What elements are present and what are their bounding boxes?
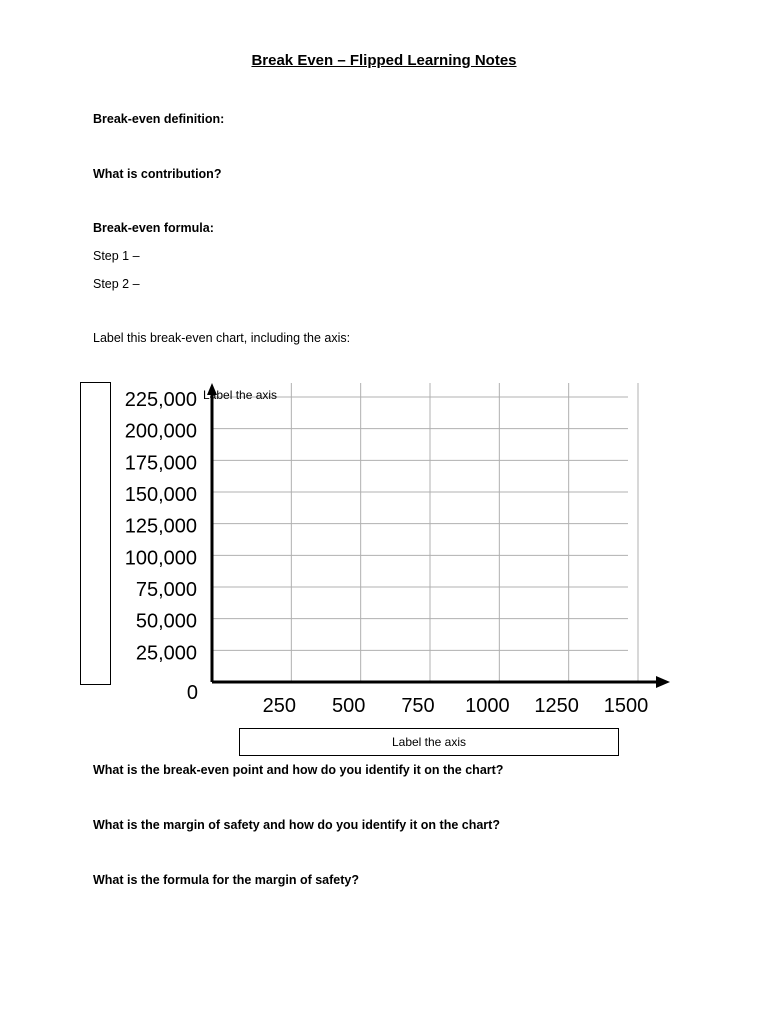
x-tick-label: 750 (401, 695, 435, 717)
y-tick-label: 150,000 (124, 484, 197, 506)
page-title: Break Even – Flipped Learning Notes (251, 52, 517, 69)
contribution-question: What is contribution? (93, 167, 222, 181)
y-tick-label: 225,000 (124, 389, 197, 411)
y-tick-label: 50,000 (135, 610, 197, 633)
y-tick-label: 25,000 (135, 642, 197, 665)
x-tick-label: 1250 (534, 695, 579, 717)
x-axis-label-text: Label the axis (391, 735, 467, 749)
x-tick-label: 250 (262, 695, 297, 717)
x-tick-label: 1000 (465, 695, 510, 717)
y-tick-label: 75,000 (135, 579, 197, 601)
step-1-label: Step 1 – (93, 249, 140, 263)
break-even-definition-label: Break-even definition: (93, 112, 225, 126)
margin-of-safety-question: What is the margin of safety and how do you identify it on the chart? (93, 818, 500, 832)
y-axis-label-text: Label the axis (203, 388, 278, 402)
x-axis-arrow (656, 676, 670, 688)
break-even-point-question: What is the break-even point and how do you identify it on the chart? (93, 763, 504, 777)
break-even-formula-label: Break-even formula: (93, 221, 214, 235)
margin-of-safety-formula-question: What is the formula for the margin of safety? (93, 873, 359, 887)
y-tick-label: 0 (186, 682, 198, 704)
y-tick-label: 125,000 (124, 515, 197, 538)
x-tick-label: 1500 (603, 695, 649, 717)
y-tick-label: 100,000 (124, 547, 197, 570)
x-axis-label-box[interactable] (239, 728, 619, 756)
x-tick-label: 500 (331, 695, 366, 717)
y-tick-label: 175,000 (124, 452, 197, 475)
y-tick-label: 200,000 (124, 420, 197, 443)
chart-instruction: Label this break-even chart, including the axis: (93, 331, 351, 345)
step-2-label: Step 2 – (93, 277, 140, 291)
